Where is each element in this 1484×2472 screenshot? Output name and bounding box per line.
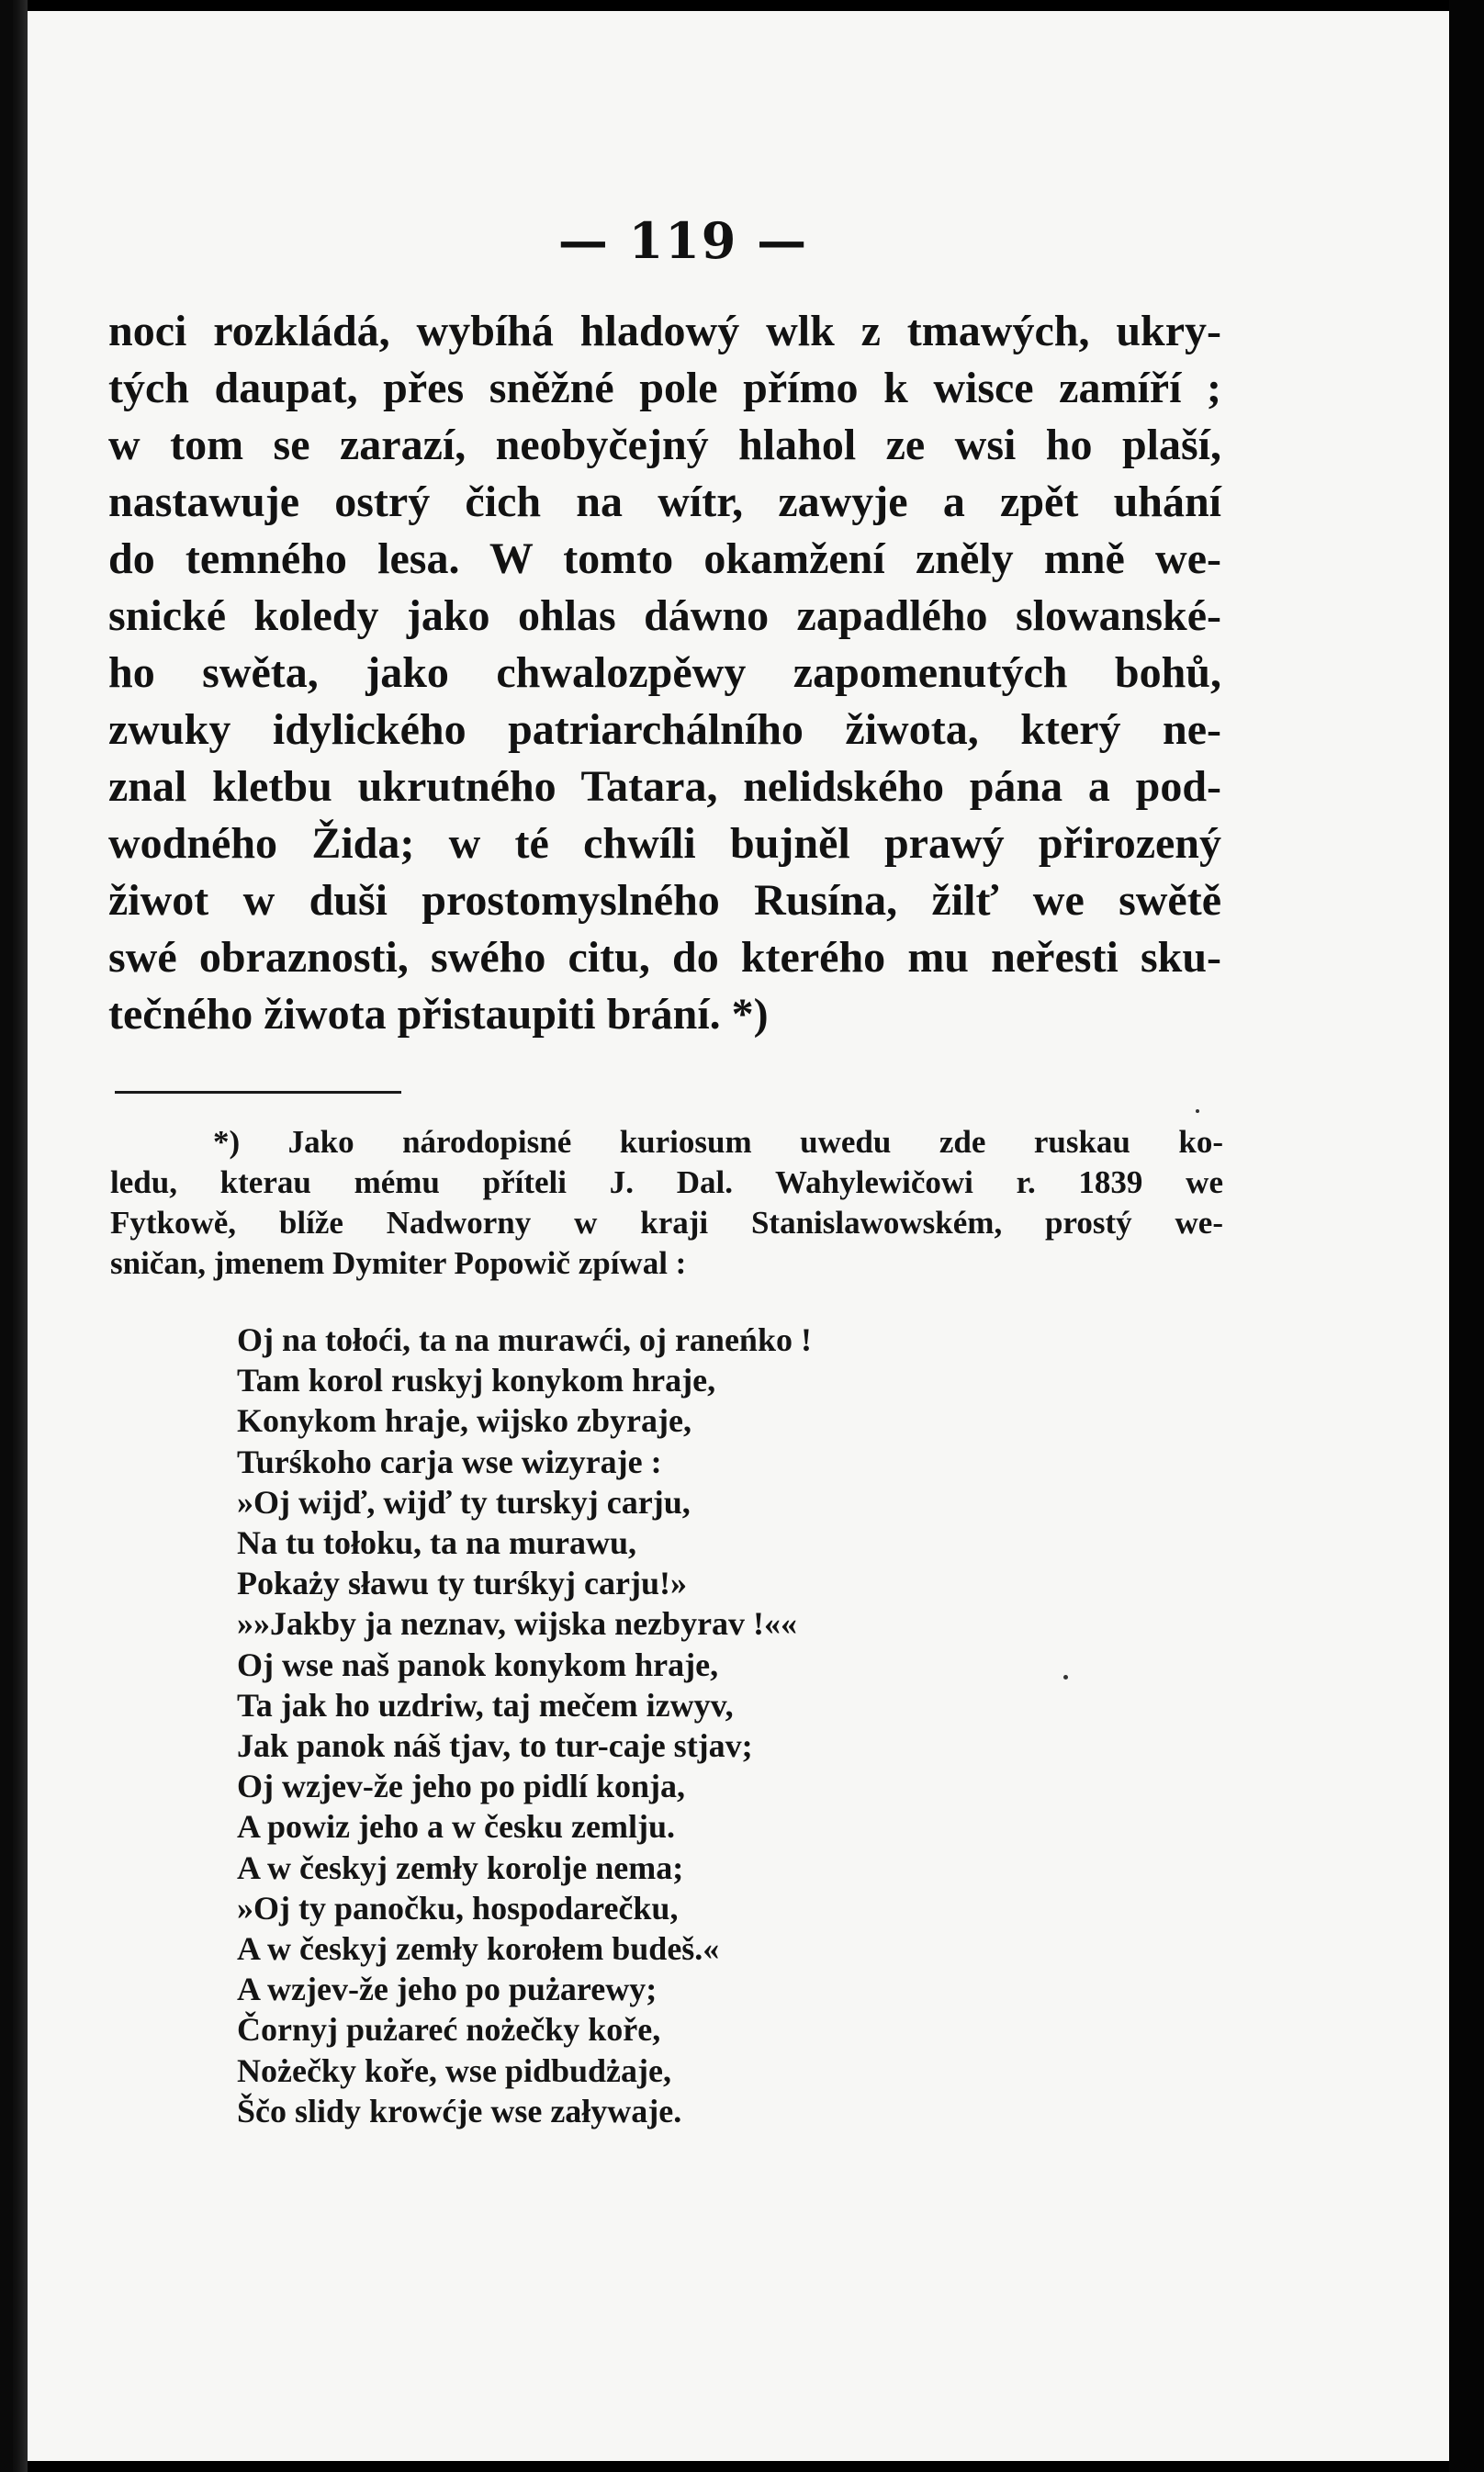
poem-verse: »Oj ty panočku, hospodarečku, bbox=[237, 1889, 679, 1927]
binding-shadow bbox=[0, 0, 13, 2472]
text-line: znal kletbu ukrutného Tatara, nelidského pána a pod- bbox=[108, 762, 1221, 811]
poem-verse: A wzjev-že jeho po pużarewy; bbox=[237, 1971, 658, 2008]
poem-verse: Oj wzjev-že jeho po pidlí konja, bbox=[237, 1768, 685, 1805]
text-line: žiwot w duši prostomyslného Rusína, žilť we swětě bbox=[108, 876, 1221, 925]
book-page bbox=[28, 11, 1449, 2461]
poem-verse: Nożečky koře, wse pidbudżaje, bbox=[237, 2051, 671, 2089]
main-text bbox=[108, 303, 1221, 1043]
page-number: — 119 — bbox=[557, 211, 809, 270]
text-line: tých daupat, přes sněžné pole přímo k wisce zamíří ; bbox=[108, 364, 1221, 412]
poem-verse: A w českyj zemły korołem budeš.« bbox=[237, 1930, 720, 1968]
poem-verse: Konykom hraje, wijsko zbyraje, bbox=[237, 1402, 691, 1440]
poem-verse: »»Jakby ja neznav, wijska nezbyrav !«« bbox=[237, 1605, 798, 1643]
footnote-line: *) Jako národopisné kuriosum uwedu zde ruskau ko- bbox=[213, 1124, 1223, 1160]
poem-verse: Ščo slidy krowćje wse załywaje. bbox=[237, 2092, 682, 2129]
text-line: noci rozkládá, wybíhá hladowý wlk z tmawých, ukry- bbox=[108, 307, 1221, 355]
paper-speck bbox=[1196, 1109, 1199, 1113]
text-line: nastawuje ostrý čich na wítr, zawyje a zpět uhání bbox=[108, 478, 1221, 526]
poem-verse: Ta jak ho uzdriw, taj mečem izwyv, bbox=[237, 1686, 734, 1724]
poem-verse: Turśkoho carja wse wizyraje : bbox=[237, 1443, 662, 1480]
poem-verse: A w českyj zemły korolje nema; bbox=[237, 1848, 684, 1886]
poem-verse: Oj na tołoći, ta na murawći, oj raneńko ! bbox=[237, 1321, 812, 1358]
footnote-line: Fytkowě, blíže Nadworny w kraji Stanislawowském, prostý we- bbox=[110, 1205, 1223, 1241]
poem-verse: Na tu tołoku, ta na murawu, bbox=[237, 1524, 637, 1562]
poem-verse: Čornyj pużareć nożečky koře, bbox=[237, 2011, 661, 2049]
text-line: w tom se zarazí, neobyčejný hlahol ze wsi ho plaší, bbox=[108, 421, 1221, 469]
footnote-line: sničan, jmenem Dymiter Popowič zpíwal : bbox=[110, 1245, 687, 1281]
text-line: snické koledy jako ohlas dáwno zapadlého slowanské- bbox=[108, 591, 1221, 640]
paper-speck bbox=[1063, 1675, 1068, 1680]
footnote bbox=[110, 1122, 1223, 1284]
poem-verse: Tam korol ruskyj konykom hraje, bbox=[237, 1362, 716, 1399]
footnote-line: ledu, kterau mému příteli J. Dal. Wahylewičowi r. 1839 we bbox=[110, 1164, 1223, 1200]
page-edge-right bbox=[1449, 0, 1484, 2472]
text-line: ho swěta, jako chwalozpěwy zapomenutých bohů, bbox=[108, 648, 1221, 697]
poem-verse: Pokażу sławu ty turśkyj carju!» bbox=[237, 1565, 687, 1602]
text-line: wodného Žida; w té chwíli bujněl prawý přirozený bbox=[108, 819, 1221, 868]
footnote-divider bbox=[115, 1091, 401, 1094]
text-line: do temného lesa. W tomto okamžení zněly mně we- bbox=[108, 534, 1221, 583]
text-line: tečného žiwota přistaupiti brání. *) bbox=[108, 990, 769, 1039]
text-line: swé obraznosti, swého citu, do kterého mu neřesti sku- bbox=[108, 933, 1221, 982]
text-line: zwuky idylického patriarchálního žiwota, který ne- bbox=[108, 705, 1221, 754]
poem-verse: Jak panok náš tjav, to tur-caje stjav; bbox=[237, 1727, 753, 1765]
poem-verse: »Oj wijď, wijď ty turskyj carju, bbox=[237, 1483, 691, 1521]
poem-verse: Oj wse naš panok konykom hraje, bbox=[237, 1646, 719, 1683]
poem-verse: A powiz jeho a w česku zemlju. bbox=[237, 1808, 675, 1846]
poem bbox=[237, 1320, 1063, 2131]
